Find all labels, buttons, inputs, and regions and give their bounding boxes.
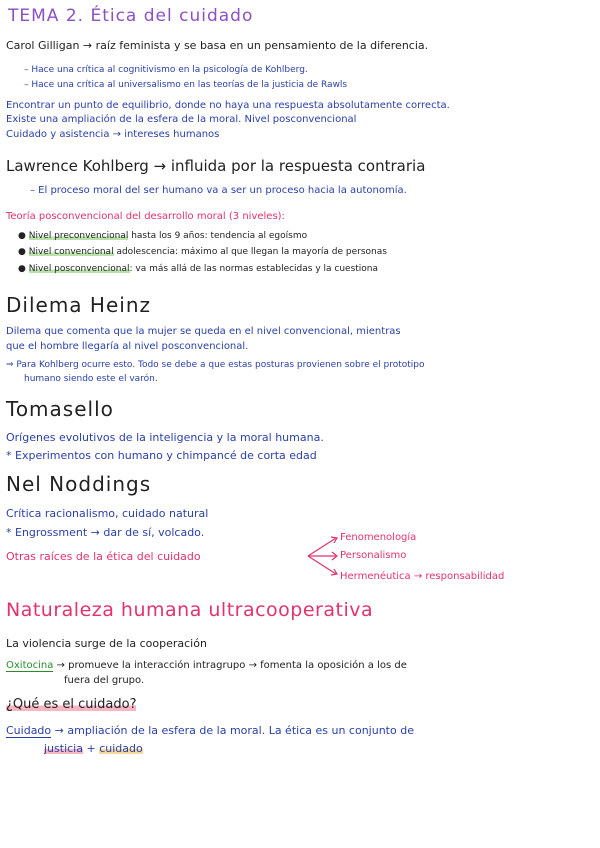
gilligan-p1: Encontrar un punto de equilibrio, donde no haya una respuesta absolutamente correcta. (6, 100, 450, 111)
oxitocina-line (6, 661, 407, 671)
oxitocina-label: Oxitocina (6, 660, 54, 671)
naturaleza-heading: Naturaleza humana ultracooperativa (6, 599, 374, 621)
noddings-heading: Nel Noddings (6, 472, 152, 496)
heinz-line-3: ⇒ Para Kohlberg ocurre esto. Todo se debe a que estas posturas provienen sobre el prototipo (6, 360, 425, 370)
noddings-line-2: * Engrossment → dar de sí, volcado. (6, 526, 205, 539)
root-item-3: Hermenéutica → responsabilidad (340, 571, 505, 582)
cuidado-line (6, 725, 414, 736)
gilligan-line: Carol Gilligan → raíz feminista y se basa en un pensamiento de la diferencia. (6, 39, 429, 52)
level-name: Nivel convencional (28, 247, 114, 257)
cuidado-text: → ampliación de la esfera de la moral. La ética es un conjunto de (51, 724, 414, 737)
gilligan-p2: Existe una ampliación de la esfera de la moral. Nivel posconvencional (6, 114, 357, 125)
bullet-icon: ● (18, 247, 29, 257)
tomasello-line-1: Orígenes evolutivos de la inteligencia y la moral humana. (6, 431, 324, 444)
naturaleza-line-1: La violencia surge de la cooperación (6, 637, 207, 650)
heinz-heading: Dilema Heinz (6, 293, 151, 317)
cuidado-label: Cuidado (6, 724, 52, 737)
gilligan-bullet-1: – Hace una crítica al cognitivismo en la psicología de Kohlberg. (24, 65, 308, 75)
bullet-icon: ● (18, 264, 29, 274)
level-item-3 (18, 265, 378, 274)
level-item-1 (18, 232, 307, 241)
level-item-2 (18, 248, 387, 257)
root-item-1: Fenomenología (340, 532, 417, 543)
tomasello-heading: Tomasello (6, 397, 114, 421)
question-text: ¿Qué es el cuidado? (6, 697, 137, 712)
formula-justicia: justicia (44, 742, 83, 755)
noddings-line-1: Crítica racionalismo, cuidado natural (6, 507, 209, 520)
level-name: Nivel posconvencional (28, 264, 130, 274)
gilligan-bullet-2: – Hace una crítica al universalismo en las teorías de la justicia de Rawls (24, 80, 348, 90)
oxitocina-text: → promueve la interacción intragrupo → fomenta la oposición a los de (53, 660, 407, 671)
noddings-roots-label: Otras raíces de la ética del cuidado (6, 550, 201, 563)
kohlberg-theory: Teoría posconvencional del desarrollo moral (3 niveles): (6, 211, 285, 222)
oxitocina-line-2: fuera del grupo. (64, 675, 145, 686)
heinz-line-4: humano siendo este el varón. (24, 374, 158, 384)
heinz-line-2: que el hombre llegaría al nivel posconvencional. (6, 341, 249, 352)
formula-cuidado: cuidado (99, 742, 143, 755)
gilligan-p3: Cuidado y asistencia → intereses humanos (6, 129, 220, 140)
kohlberg-line: – El proceso moral del ser humano va a ser un proceso hacia la autonomía. (30, 185, 407, 196)
bullet-icon: ● (18, 231, 29, 241)
page-title: TEMA 2. Ética del cuidado (8, 6, 254, 26)
level-text: hasta los 9 años: tendencia al egoísmo (128, 231, 308, 241)
level-text: : va más allá de las normas establecidas y la cuestiona (129, 264, 379, 274)
cuidado-question (6, 698, 136, 711)
heinz-line-1: Dilema que comenta que la mujer se queda en el nivel convencional, mientras (6, 326, 401, 337)
cuidado-formula (44, 743, 143, 754)
root-item-2: Personalismo (340, 550, 407, 561)
kohlberg-heading: Lawrence Kohlberg → influida por la respuesta contraria (6, 157, 426, 175)
tomasello-line-2: * Experimentos con humano y chimpancé de corta edad (6, 449, 317, 462)
level-text: adolescencia: máximo al que llegan la mayoría de personas (113, 247, 387, 257)
formula-plus: + (82, 742, 100, 755)
level-name: Nivel preconvencional (28, 231, 129, 241)
